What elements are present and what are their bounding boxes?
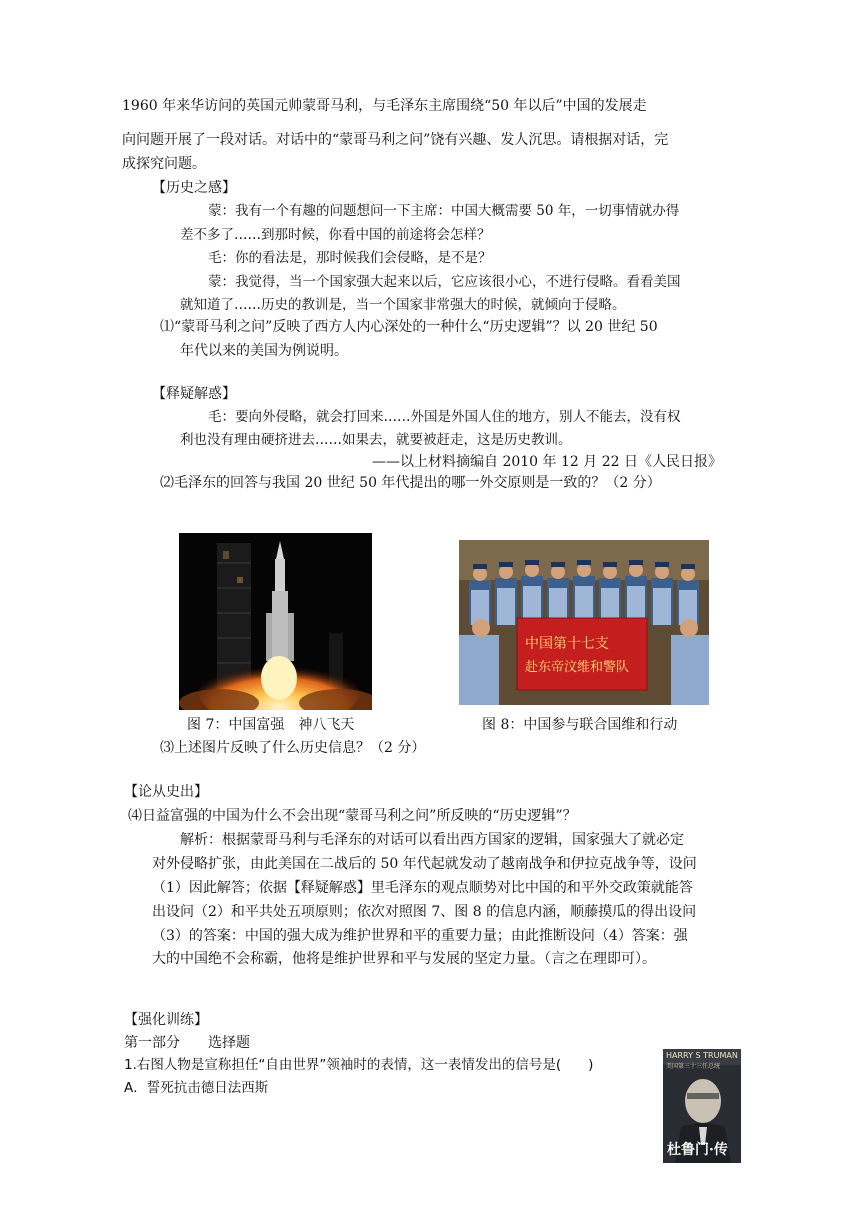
question-1-cont: 年代以来的美国为例说明。 — [180, 343, 348, 359]
section-heading-history: 【历史之感】 — [152, 180, 236, 196]
intro-line-2: 向问题开展了一段对话。对话中的“蒙哥马利之问”饶有兴趣、发人沉思。请根据对话，完 — [122, 132, 669, 148]
choice-question-1: 1.右图人物是宣称担任“自由世界”领袖时的表情，这一表情发出的信号是( ) — [124, 1057, 594, 1073]
dialogue-line: 蒙：我有一个有趣的问题想问一下主席：中国大概需要 50 年，一切事情就办得 — [208, 203, 680, 219]
figure-7-rocket-launch-image — [179, 533, 372, 710]
peacekeeping-group-illustration — [459, 540, 709, 705]
dialogue-line: 就知道了……历史的教训是，当一个国家非常强大的时候，就倾向于侵略。 — [180, 297, 626, 313]
question-3: ⑶上述图片反映了什么历史信息？（2 分） — [160, 740, 426, 756]
section-heading-explain: 【释疑解惑】 — [152, 386, 236, 402]
source-citation: ——以上材料摘编自 2010 年 12 月 22 日《人民日报》 — [372, 454, 722, 470]
figure-8-caption: 图 8：中国参与联合国维和行动 — [482, 717, 678, 733]
rocket-launch-illustration — [179, 533, 372, 710]
banner-text-line-1: 中国第十七支 — [525, 636, 609, 652]
dialogue-line: 毛：你的看法是，那时候我们会侵略，是不是？ — [208, 250, 492, 266]
dialogue-line: 蒙：我觉得，当一个国家强大起来以后，它应该很小心，不进行侵略。看看美国 — [208, 274, 681, 290]
part-title: 第一部分 选择题 — [124, 1035, 250, 1051]
figure-7-caption: 图 7：中国富强 神八飞天 — [187, 717, 355, 733]
dialogue-line: 利也没有理由硬挤进去……如果去，就要被赶走，这是历史教训。 — [180, 432, 572, 448]
intro-line-3: 成探究问题。 — [122, 156, 206, 172]
section-heading-argue: 【论从史出】 — [124, 784, 208, 800]
section-heading-training: 【强化训练】 — [124, 1012, 208, 1028]
answer-line: （1）因此解答；依据【释疑解惑】里毛泽东的观点顺势对比中国的和平外交政策就能答 — [152, 880, 693, 896]
answer-line: 大的中国绝不会称霸，他将是维护世界和平与发展的坚定力量。（言之在理即可）。 — [152, 951, 656, 967]
book-subtitle-text: 美国第三十三任总统 — [666, 1063, 721, 1070]
banner-text-line-2: 赴东帝汶维和警队 — [525, 660, 630, 675]
book-header-text: HARRY S TRUMAN — [666, 1051, 738, 1060]
book-title-text: 杜鲁门·传 — [667, 1142, 728, 1158]
choice-option-a: A．誓死抗击德日法西斯 — [124, 1080, 269, 1096]
truman-book-cover-image — [663, 1049, 741, 1163]
answer-line: （3）的答案：中国的强大成为维护世界和平的重要力量；由此推断设问（4）答案：强 — [152, 928, 688, 944]
figure-8-peacekeeping-image — [459, 540, 709, 705]
answer-line: 出设问（2）和平共处五项原则；依次对照图 7、图 8 的信息内涵，顺藤摸瓜的得出设问 — [152, 904, 697, 920]
question-2: ⑵毛泽东的回答与我国 20 世纪 50 年代提出的哪一外交原则是一致的？（2 分） — [160, 475, 661, 491]
question-1: ⑴“蒙哥马利之问”反映了西方人内心深处的一种什么“历史逻辑”？以 20 世纪 50 — [160, 319, 658, 335]
answer-line: 对外侵略扩张，由此美国在二战后的 50 年代起就发动了越南战争和伊拉克战争等，设问 — [152, 856, 697, 872]
dialogue-line: 差不多了……到那时候，你看中国的前途将会怎样？ — [180, 227, 491, 243]
dialogue-line: 毛：要向外侵略，就会打回来……外国是外国人住的地方，别人不能去，没有权 — [208, 409, 681, 425]
answer-line: 解析：根据蒙哥马利与毛泽东的对话可以看出西方国家的逻辑，国家强大了就必定 — [180, 832, 684, 848]
question-4: ⑷日益富强的中国为什么不会出现“蒙哥马利之问”所反映的“历史逻辑”？ — [128, 808, 577, 824]
intro-line-1: 1960 年来华访问的英国元帅蒙哥马利，与毛泽东主席围绕“50 年以后”中国的发展走 — [122, 98, 647, 114]
